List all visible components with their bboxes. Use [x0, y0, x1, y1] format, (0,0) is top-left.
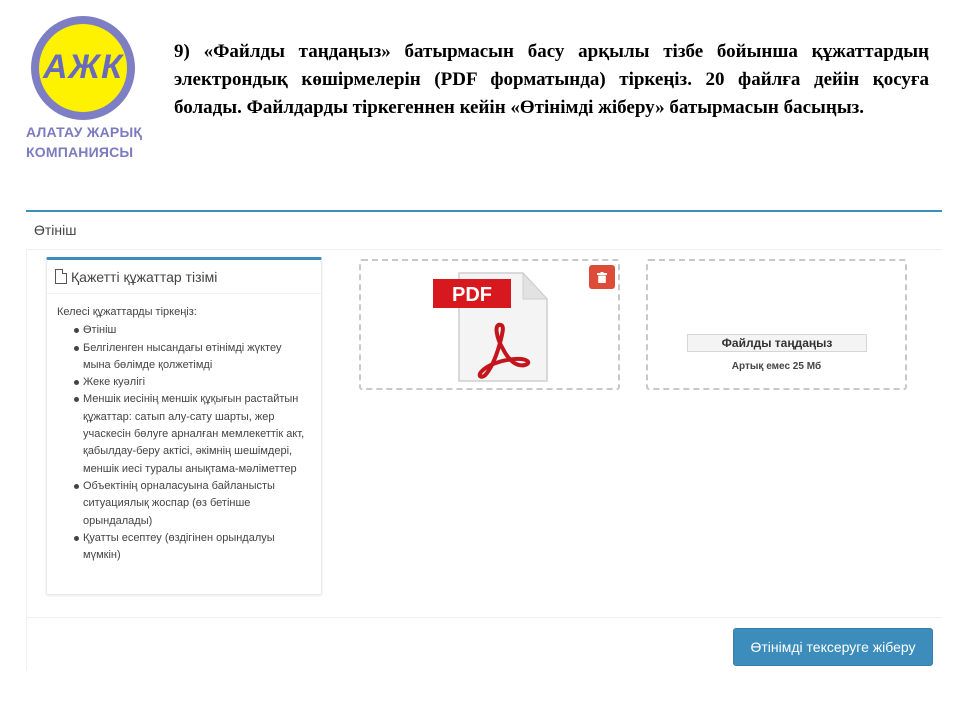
trash-icon	[597, 272, 607, 283]
list-item: Қуатты есептеу (өздігінен орындалуы мүмкін)	[57, 530, 311, 565]
required-documents-box	[46, 257, 322, 595]
choose-file-button[interactable]: Файлды таңдаңыз	[687, 334, 867, 352]
application-panel	[26, 210, 942, 670]
file-upload-dropzone[interactable]	[646, 259, 907, 390]
delete-file-button[interactable]	[589, 265, 615, 289]
file-icon	[55, 269, 67, 284]
logo-caption-line1: АЛАТАУ ЖАРЫҚ	[26, 124, 143, 140]
file-size-note: Артық емес 25 Мб	[731, 361, 822, 372]
logo-mark: АЖК	[43, 48, 123, 86]
logo-caption	[26, 122, 144, 162]
documents-box-header	[47, 260, 321, 294]
submit-for-review-button[interactable]: Өтінімді тексеруге жіберу	[733, 628, 933, 666]
instruction-text: 9) «Файлды таңдаңыз» батырмасын басу арқылы тізбе бойынша құжаттардың электрондық көшірмелерін (PDF форматында) тіркеңіз. 20 файлға дейін қосуға болады. Файлдарды тіркегеннен кейін «Өтінімді жіберу» батырмасын басыңыз.	[174, 41, 929, 118]
list-item: Жеке куәлігі	[57, 374, 311, 391]
list-item: Объектінің орналасуына байланысты ситуациялық жоспар (өз бетінше орындалады)	[57, 478, 311, 530]
documents-title: Қажетті құжаттар тізімі	[71, 268, 218, 285]
documents-intro: Келесі құжаттарды тіркеңіз:	[57, 306, 197, 318]
uploaded-file-slot	[359, 259, 620, 390]
documents-list	[57, 322, 311, 564]
pdf-badge-label: PDF	[452, 284, 492, 306]
list-item: Өтініш	[57, 322, 311, 339]
list-item: Меншік иесінің меншік құқығын растайтын құжаттар: сатып алу-сату шарты, жер учаскесін бөлуге арналған мемлекеттік акт, қабылдау-беру актісі, әкімнің шешімдері, меншік иесі туралы анықтама-мәліметтер	[57, 391, 311, 477]
logo-caption-line2: КОМПАНИЯСЫ	[26, 144, 134, 160]
panel-border	[26, 250, 27, 670]
company-logo	[26, 16, 144, 166]
list-item: Белгіленген нысандағы өтінімді жүктеу мына бөлімде қолжетімді	[57, 340, 311, 375]
documents-box-body	[47, 294, 321, 574]
panel-title: Өтініш	[26, 212, 942, 250]
pdf-file-icon	[431, 269, 549, 385]
panel-footer	[26, 617, 942, 618]
